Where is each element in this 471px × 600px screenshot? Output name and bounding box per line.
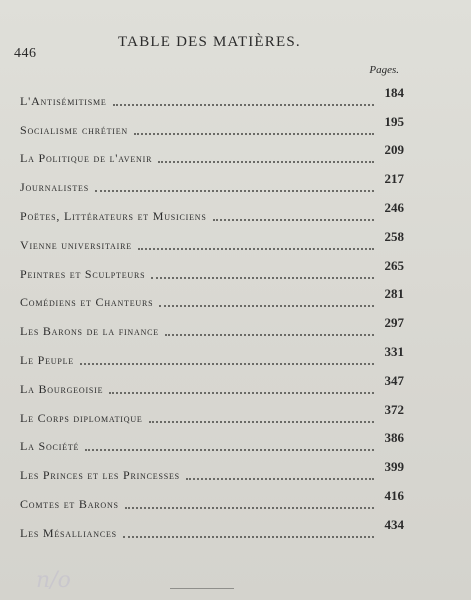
- toc-entry-page: 184: [384, 84, 404, 100]
- dot-leader: [149, 420, 374, 423]
- toc-entry-page: 297: [384, 315, 404, 331]
- dot-leader: [134, 132, 374, 135]
- toc-entry: [20, 253, 404, 282]
- toc-entry-page: 331: [384, 343, 404, 359]
- toc-entry: [20, 138, 404, 167]
- toc-entry-page: 386: [384, 430, 404, 446]
- dot-leader: [95, 189, 374, 192]
- toc-entry-page: 265: [384, 257, 404, 273]
- dot-leader: [125, 506, 374, 509]
- footer-rule: [170, 588, 234, 589]
- toc-entry: [20, 454, 404, 483]
- toc-entry-title: La Société: [20, 439, 80, 454]
- toc-entry-title: Les Mésalliances: [20, 525, 117, 540]
- dot-leader: [158, 160, 374, 163]
- dot-leader: [213, 218, 374, 221]
- toc-entry-page: 347: [384, 372, 404, 388]
- toc-entry-page: 434: [384, 516, 404, 532]
- toc-entry: [20, 80, 404, 109]
- pages-column-label: Pages.: [369, 64, 399, 76]
- toc-entry-page: 246: [384, 199, 404, 215]
- toc-entry: [20, 483, 404, 512]
- dot-leader: [123, 535, 374, 538]
- toc-entry-page: 209: [384, 142, 404, 158]
- dot-leader: [159, 304, 374, 307]
- page-title: TABLE DES MATIÈRES.: [118, 34, 301, 50]
- pencil-annotation: n/o: [36, 568, 71, 593]
- toc-entry: [20, 224, 404, 253]
- toc-entry: [20, 310, 404, 339]
- toc-entry: [20, 426, 404, 455]
- toc-entry-title: La Politique de l'avenir: [20, 151, 153, 166]
- dot-leader: [186, 477, 374, 480]
- page-number: 446: [14, 46, 37, 61]
- toc-entry-title: Socialisme chrétien: [20, 122, 128, 137]
- toc-entry: [20, 195, 404, 224]
- toc-entry: [20, 109, 404, 138]
- toc-entry-title: Comédiens et Chanteurs: [20, 295, 154, 310]
- dot-leader: [80, 362, 374, 365]
- toc-entry-title: Journalistes: [20, 180, 89, 195]
- toc-entry-title: Peintres et Sculpteurs: [20, 266, 146, 281]
- dot-leader: [85, 448, 374, 451]
- toc-entry-title: Les Princes et les Princesses: [20, 468, 180, 483]
- toc-entry-title: L'Antisémitisme: [20, 93, 107, 108]
- toc-entry-title: Vienne universitaire: [20, 237, 132, 252]
- dot-leader: [138, 247, 374, 250]
- dot-leader: [109, 391, 374, 394]
- toc-entry-title: Comtes et Barons: [20, 496, 119, 511]
- toc-entry-title: Les Barons de la finance: [20, 324, 159, 339]
- toc-entry: [20, 339, 404, 368]
- toc-entry: [20, 282, 404, 311]
- toc-entry-title: Poëtes, Littérateurs et Musiciens: [20, 208, 207, 223]
- toc-entry-page: 281: [384, 286, 404, 302]
- toc-entry-title: Le Peuple: [20, 352, 74, 367]
- dot-leader: [151, 276, 374, 279]
- toc-entry: [20, 368, 404, 397]
- table-of-contents: [20, 80, 404, 541]
- dot-leader: [165, 333, 374, 336]
- toc-entry-title: Le Corps diplomatique: [20, 410, 143, 425]
- toc-entry-page: 217: [384, 171, 404, 187]
- toc-entry: [20, 397, 404, 426]
- toc-entry: [20, 512, 404, 541]
- toc-entry-page: 258: [384, 228, 404, 244]
- toc-entry-page: 416: [384, 487, 404, 503]
- toc-entry-page: 399: [384, 459, 404, 475]
- toc-entry-page: 372: [384, 401, 404, 417]
- toc-entry-title: La Bourgeoisie: [20, 381, 104, 396]
- toc-entry: [20, 166, 404, 195]
- toc-entry-page: 195: [384, 113, 404, 129]
- dot-leader: [113, 103, 374, 106]
